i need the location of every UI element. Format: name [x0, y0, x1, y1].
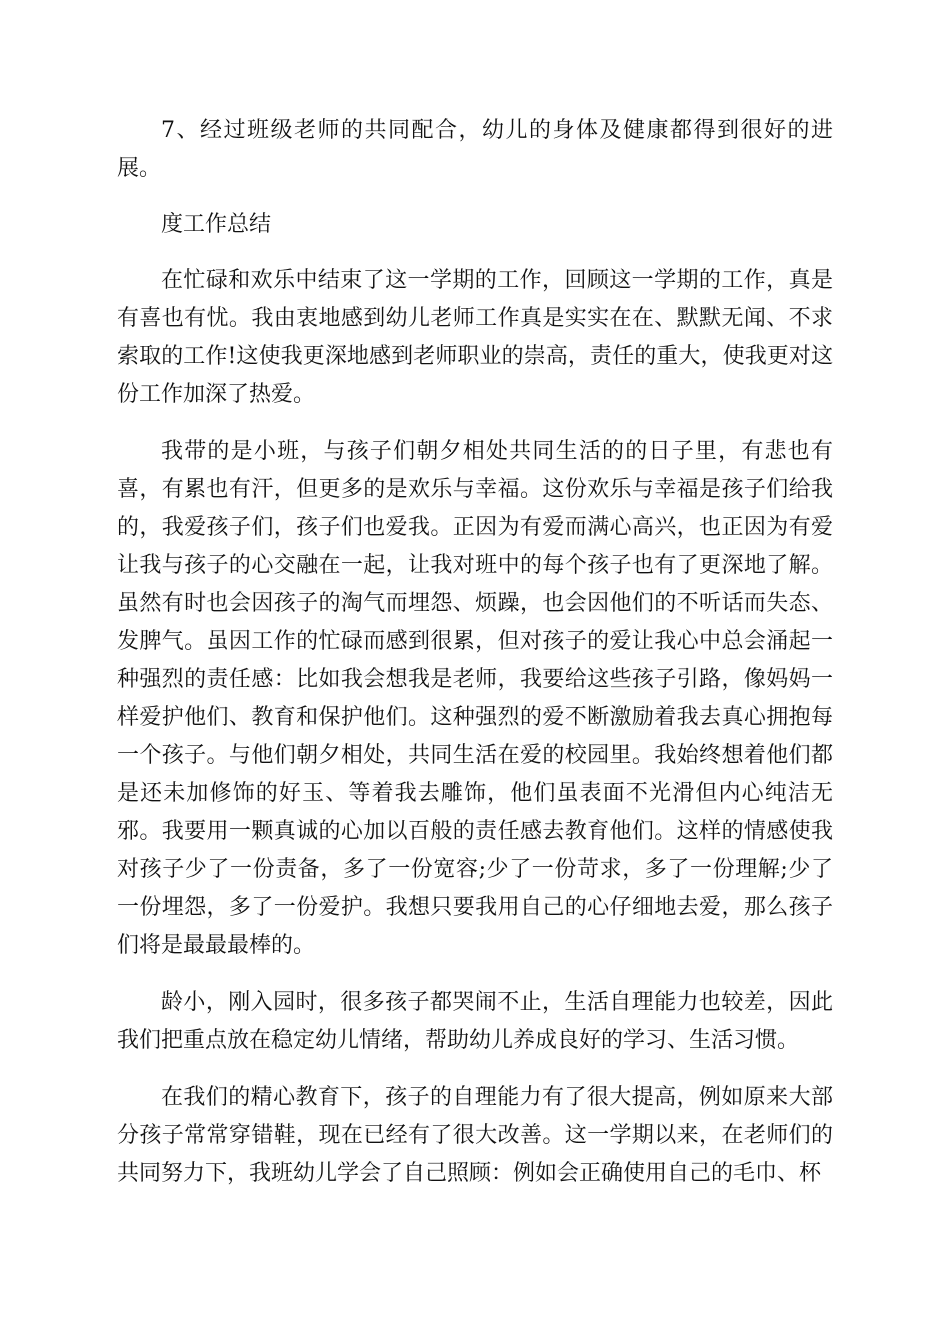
paragraph-intro: 在忙碌和欢乐中结束了这一学期的工作，回顾这一学期的工作，真是有喜也有忧。我由衷地感到幼儿老师工作真是实实在在、默默无闻、不求索取的工作!这使我更深地感到老师职业的崇高，责任的重大，使我更对这份工作加深了热爱。: [117, 268, 833, 407]
section-heading: 度工作总结: [161, 212, 272, 237]
paragraph-health-progress: 7、经过班级老师的共同配合，幼儿的身体及健康都得到很好的进展。: [117, 118, 833, 181]
document-page: [117, 112, 833, 1193]
paragraph-settling-in: 龄小，刚入园时，很多孩子都哭闹不止，生活自理能力也较差，因此我们把重点放在稳定幼儿情绪，帮助幼儿养成良好的学习、生活习惯。: [117, 990, 833, 1053]
paragraph-self-care: 在我们的精心教育下，孩子的自理能力有了很大提高，例如原来大部分孩子常常穿错鞋，现在已经有了很大改善。这一学期以来，在老师们的共同努力下，我班幼儿学会了自己照顾：例如会正确使用自己的毛巾、杯: [117, 1085, 833, 1186]
paragraph-class-life: 我带的是小班，与孩子们朝夕相处共同生活的的日子里，有悲也有喜，有累也有汗，但更多的是欢乐与幸福。这份欢乐与幸福是孩子们给我的，我爱孩子们，孩子们也爱我。正因为有爱而满心高兴，也正因为有爱让我与孩子的心交融在一起，让我对班中的每个孩子也有了更深地了解。虽然有时也会因孩子的淘气而埋怨、烦躁，也会因他们的不听话而失态、发脾气。虽因工作的忙碌而感到很累，但对孩子的爱让我心中总会涌起一种强烈的责任感：比如我会想我是老师，我要给这些孩子引路，像妈妈一样爱护他们、教育和保护他们。这种强烈的爱不断激励着我去真心拥抱每一个孩子。与他们朝夕相处，共同生活在爱的校园里。我始终想着他们都是还未加修饰的好玉、等着我去雕饰，他们虽表面不光滑但内心纯洁无邪。我要用一颗真诚的心加以百般的责任感去教育他们。这样的情感使我对孩子少了一份责备，多了一份宽容;少了一份苛求，多了一份理解;少了一份埋怨，多了一份爱护。我想只要我用自己的心仔细地去爱，那么孩子们将是最最最棒的。: [117, 439, 833, 958]
